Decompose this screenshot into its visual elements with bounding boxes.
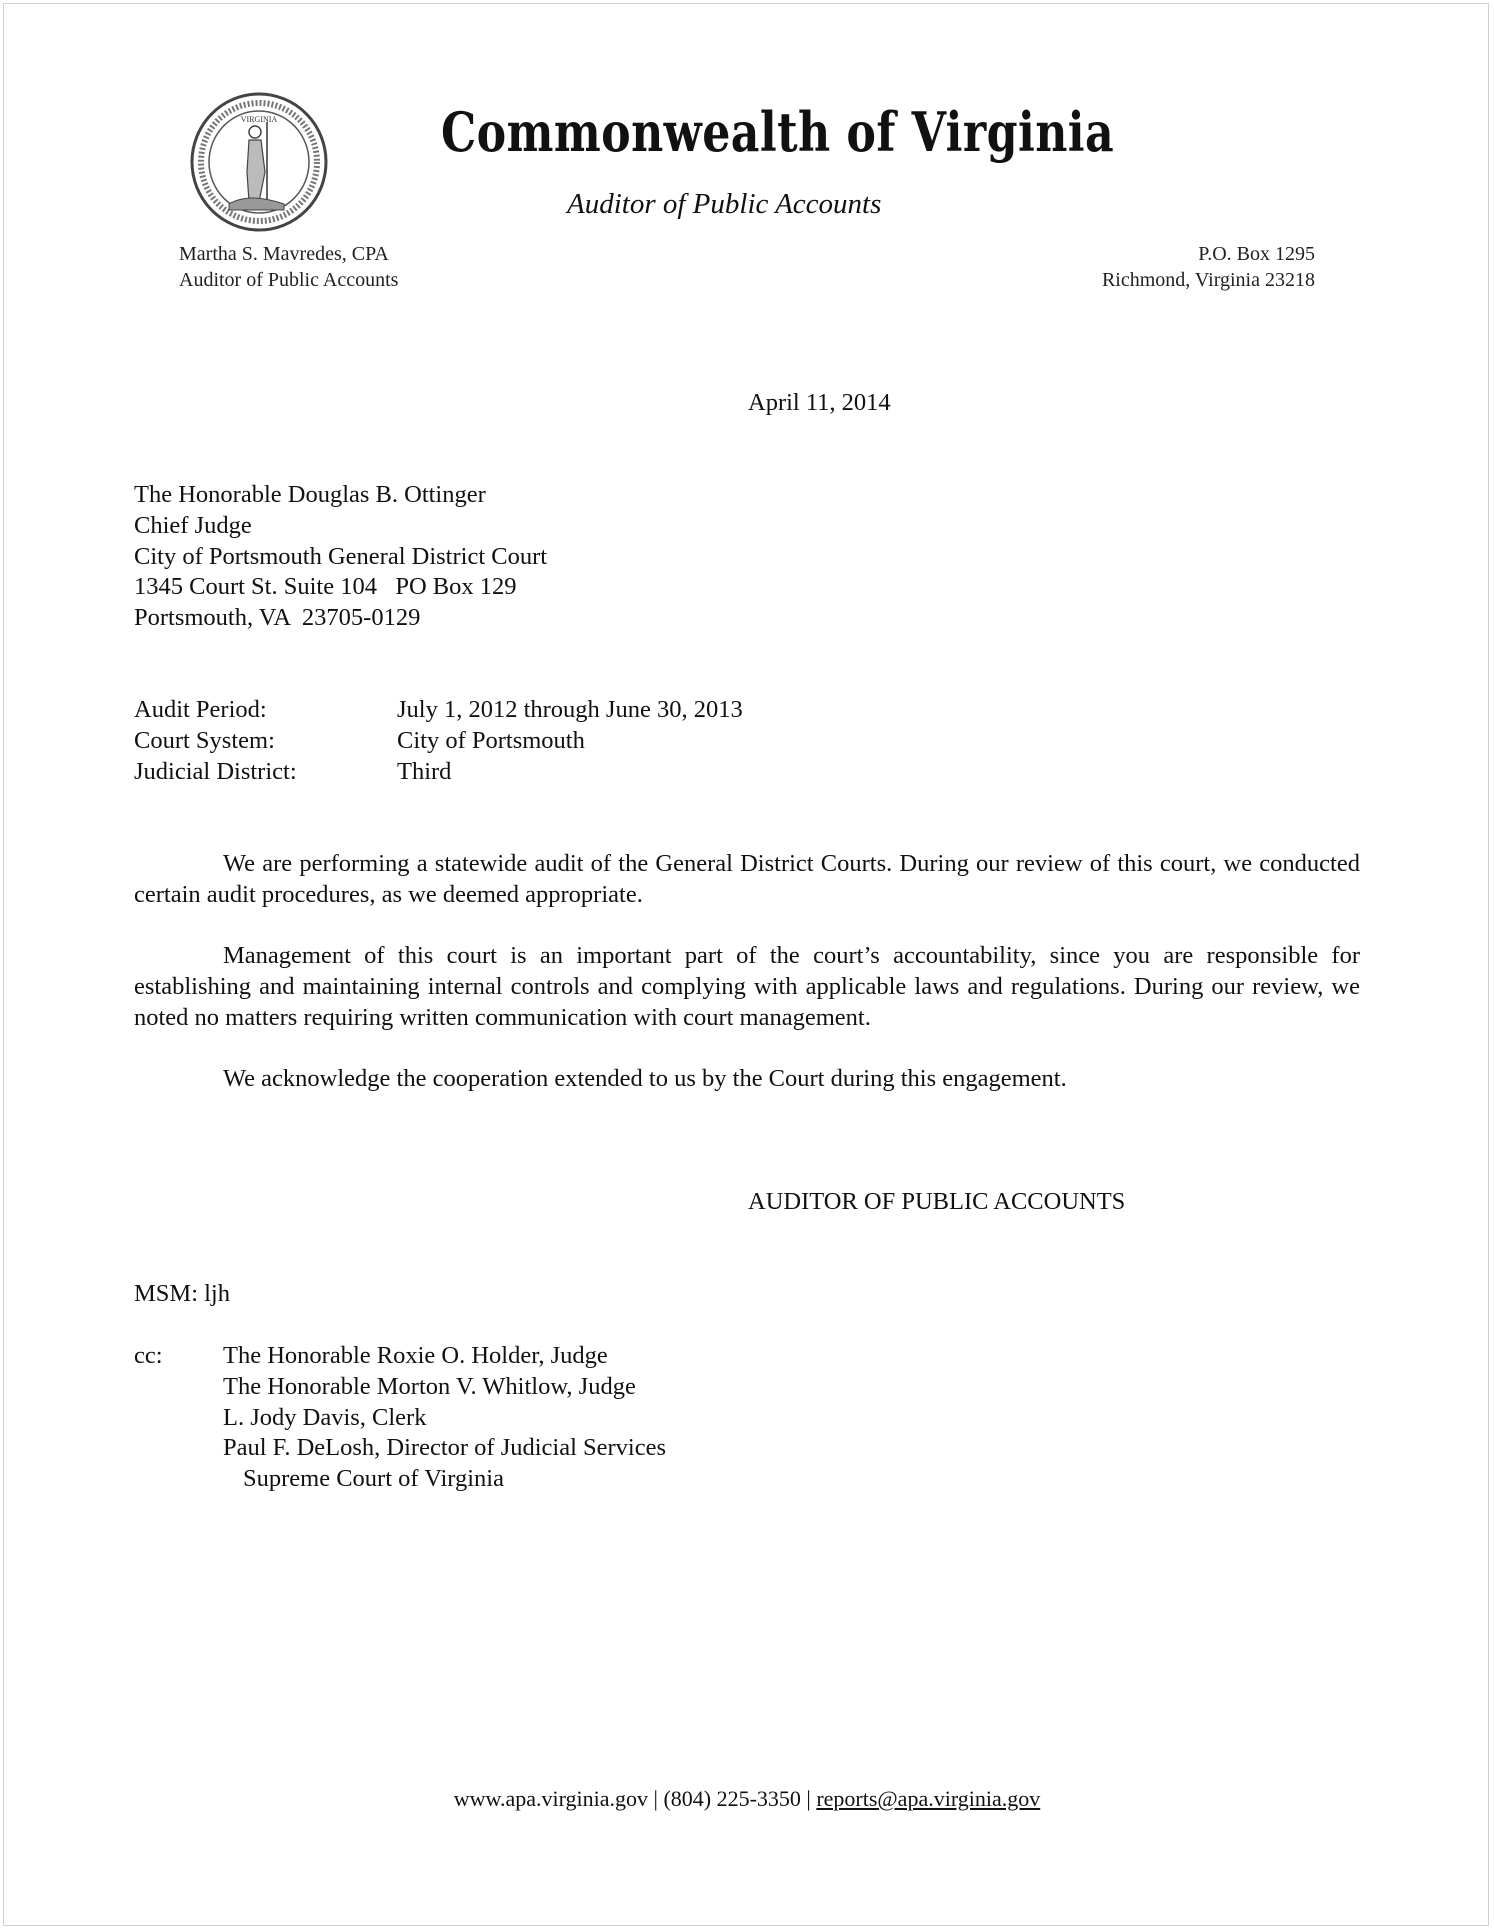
letterhead-right — [1102, 241, 1315, 293]
recipient-line: Portsmouth, VA 23705-0129 — [134, 604, 421, 632]
cc-list — [223, 1341, 666, 1495]
initials: MSM: ljh — [134, 1280, 230, 1307]
auditor-name: Martha S. Mavredes, CPA — [179, 243, 389, 265]
audit-value: City of Portsmouth — [397, 726, 585, 754]
letterhead-subtitle: Auditor of Public Accounts — [567, 188, 882, 220]
recipient-address — [134, 480, 547, 634]
footer — [0, 1786, 1494, 1812]
audit-info — [134, 695, 743, 787]
cc-item: L. Jody Davis, Clerk — [223, 1403, 427, 1431]
footer-email-link[interactable]: reports@apa.virginia.gov — [816, 1786, 1041, 1811]
body-paragraph-2 — [134, 941, 1360, 1033]
letter-date: April 11, 2014 — [748, 389, 891, 416]
cc-item: The Honorable Morton V. Whitlow, Judge — [223, 1372, 636, 1400]
recipient-line: 1345 Court St. Suite 104 PO Box 129 — [134, 573, 517, 601]
paragraph-text: We are performing a statewide audit of the General District Courts. During our review of this court, we conducted certain audit procedures, as we deemed appropriate. — [134, 850, 1360, 908]
letterhead-left — [179, 241, 398, 293]
recipient-line: City of Portsmouth General District Court — [134, 542, 548, 570]
footer-separator: | — [806, 1786, 811, 1811]
city-state: Richmond, Virginia 23218 — [1101, 269, 1315, 291]
footer-website[interactable]: www.apa.virginia.gov — [453, 1786, 649, 1811]
recipient-line: The Honorable Douglas B. Ottinger — [134, 481, 486, 508]
po-box: P.O. Box 1295 — [1198, 243, 1315, 265]
paragraph-text: We acknowledge the cooperation extended to us by the Court during this engagement. — [223, 1065, 1067, 1092]
cc-item: Supreme Court of Virginia — [243, 1465, 504, 1493]
letterhead-title: Commonwealth of Virginia — [441, 100, 1115, 164]
footer-separator: | — [653, 1786, 658, 1811]
recipient-line: Chief Judge — [134, 511, 252, 539]
audit-label: Court System: — [134, 726, 275, 754]
audit-label: Judicial District: — [134, 757, 297, 785]
auditor-title: Auditor of Public Accounts — [179, 269, 399, 291]
audit-label: Audit Period: — [134, 696, 267, 723]
judicial-district-row — [134, 757, 743, 788]
cc-item: Paul F. DeLosh, Director of Judicial Services — [223, 1434, 667, 1462]
court-system-row — [134, 726, 743, 757]
body-paragraph-1 — [134, 849, 1360, 911]
body-paragraph-3 — [134, 1064, 1360, 1095]
cc-item: The Honorable Roxie O. Holder, Judge — [223, 1342, 608, 1369]
svg-text:VIRGINIA: VIRGINIA — [240, 115, 278, 124]
audit-value: Third — [397, 757, 452, 785]
paragraph-text: Management of this court is an important part of the court’s accountability, since you are responsible for establishing and maintaining internal controls and complying with applicable laws and regulations. During our review, we noted no matters requiring written communication with court management. — [134, 942, 1360, 1031]
cc-label: cc: — [134, 1342, 163, 1369]
audit-period-row — [134, 695, 743, 726]
virginia-seal-logo — [189, 92, 329, 232]
footer-phone: (804) 225-3350 — [663, 1786, 801, 1811]
audit-value: July 1, 2012 through June 30, 2013 — [397, 696, 743, 723]
signature-block: AUDITOR OF PUBLIC ACCOUNTS — [748, 1188, 1126, 1215]
